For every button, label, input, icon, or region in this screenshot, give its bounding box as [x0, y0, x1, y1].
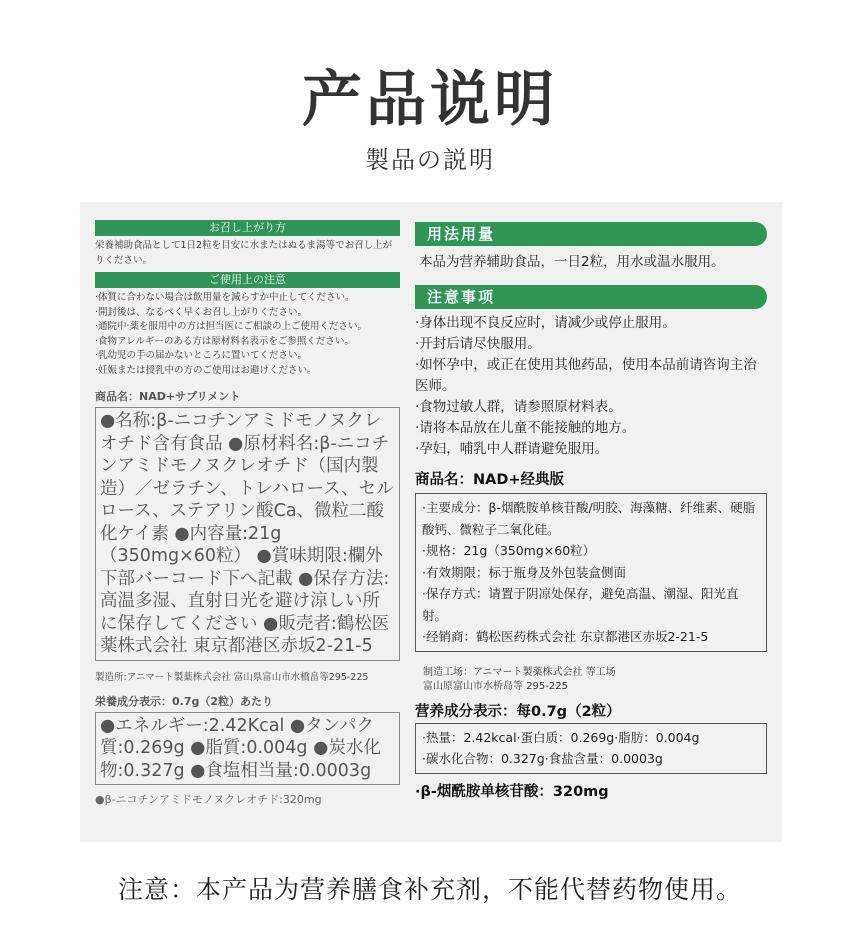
cn-product-name: 商品名：NAD+经典版	[415, 472, 565, 488]
jp-caution-item: ·妊娠または授乳中の方のご使用はお避けください。	[95, 364, 317, 376]
cn-caution-item: ·孕妇，哺乳中人群请避免服用。	[415, 441, 609, 457]
jp-caution-item: ·開封後は、なるべく早くお召し上がりください。	[95, 306, 308, 318]
jp-caution-header: ご使用上の注意	[95, 272, 400, 288]
jp-manufacturer: 製造所:アニマート製薬株式会社 富山県富山市水橋畠等295-225	[95, 671, 369, 683]
cn-product-line: ·规格：21g（350mg×60粒）	[422, 543, 596, 558]
chinese-column	[415, 222, 767, 801]
jp-caution-item: ·通院中·薬を服用中の方は担当医にご相談の上ご使用ください。	[95, 321, 368, 332]
page-subtitle: 製品の説明	[365, 146, 495, 174]
jp-product-info: ●名称:β-ニコチンアミドモノヌクレオチド含有食品 ●原材料名:β-ニコチンアミドモノヌクレオチド（国内製造）／ゼラチン、トレハロース、セルロース、ステアリン酸Ca、微粒二酸化ケイ素 ●内容量:21g（350mg×60粒） ●賞味期限:欄外下部バーコード下へ記載 ●保存方法:高温多湿、直射日光を避け涼しい所に保存してください ●販売者:鶴松医薬株式会社 東京都港区赤坂2-21-5	[95, 407, 400, 661]
jp-nmn-content: ●β-ニコチンアミドモノヌクレオチド:320mg	[95, 793, 322, 806]
cn-caution-item: ·如怀孕中，或正在使用其他药品，使用本品前请咨询主治医师。	[415, 357, 757, 394]
jp-product-name: 商品名：NAD+サプリメント	[95, 390, 241, 403]
cn-caution-item: ·开封后请尽快服用。	[415, 336, 541, 352]
cn-nutrition-line: ·碳水化合物：0.327g·食盐含量：0.0003g	[422, 751, 663, 766]
cn-caution-header: 注意事项	[415, 285, 767, 309]
cn-manufacturer	[415, 666, 767, 694]
japanese-column	[95, 220, 400, 807]
cn-nutrition-info	[415, 723, 767, 774]
jp-caution-item: ·体質に合わない場合は飲用量を減らすか中止してください。	[95, 292, 355, 303]
jp-usage-header: お召し上がり方	[95, 220, 400, 236]
cn-product-line: ·主要成分：β-烟酰胺单核苷酸/明胶、海藻糖、纤维素、硬脂酸钙、微粒子二氧化硅。	[422, 500, 756, 537]
cn-nmn-content: ·β-烟酰胺单核苷酸：320mg	[415, 783, 609, 800]
jp-caution-list	[95, 291, 400, 378]
cn-product-line: ·经销商：鹤松医药株式会社 东京都港区赤坂2-21-5	[422, 629, 709, 644]
jp-nutrition-info: ●エネルギー:2.42Kcal ●タンパク質:0.269g ●脂質:0.004g ●炭水化物:0.327g ●食塩相当量:0.0003g	[95, 712, 400, 786]
cn-caution-item: ·食物过敏人群，请参照原材料表。	[415, 399, 622, 415]
cn-product-info	[415, 493, 767, 652]
footer-notice: 注意：本产品为营养膳食补充剂，不能代替药物使用。	[117, 875, 742, 904]
jp-caution-item: ·食物アレルギーのある方は原材料名表示をご参照ください。	[95, 335, 354, 347]
cn-caution-item: ·请将本品放在儿童不能接触的地方。	[415, 420, 636, 436]
cn-usage-header: 用法用量	[415, 222, 767, 246]
cn-nutrition-line: ·热量：2.42kcal·蛋白质：0.269g·脂肪：0.004g	[422, 729, 700, 745]
cn-product-line: ·有效期限：标于瓶身及外包装盒侧面	[422, 564, 626, 580]
jp-caution-item: ·乳幼児の手の届かないところに置いてください。	[95, 350, 308, 361]
jp-usage-text: 栄養補助食品として1日2粒を目安に水またはぬるま湯等でお召し上がりください。	[95, 240, 393, 266]
cn-product-line: ·保存方式：请置于阴凉处保存，避免高温、潮湿、阳光直射。	[422, 586, 739, 623]
cn-caution-list	[415, 313, 767, 460]
page-title: 产品说明	[302, 65, 558, 135]
cn-manufacturer-line: 富山原富山市水桥岛等 295-225	[423, 680, 568, 692]
cn-usage-text: 本品为营养辅助食品，一日2粒，用水或温水服用。	[419, 254, 725, 270]
info-panel	[80, 202, 782, 842]
cn-manufacturer-line: 制造工场：アニマート製薬株式会社 等工场	[423, 666, 616, 678]
jp-nutrition-header: 栄養成分表示：0.7g（2粒）あたり	[95, 694, 274, 708]
cn-caution-item: ·身体出现不良反应时，请减少或停止服用。	[415, 315, 676, 331]
cn-nutrition-header: 营养成分表示：每0.7g（2粒）	[415, 703, 621, 720]
